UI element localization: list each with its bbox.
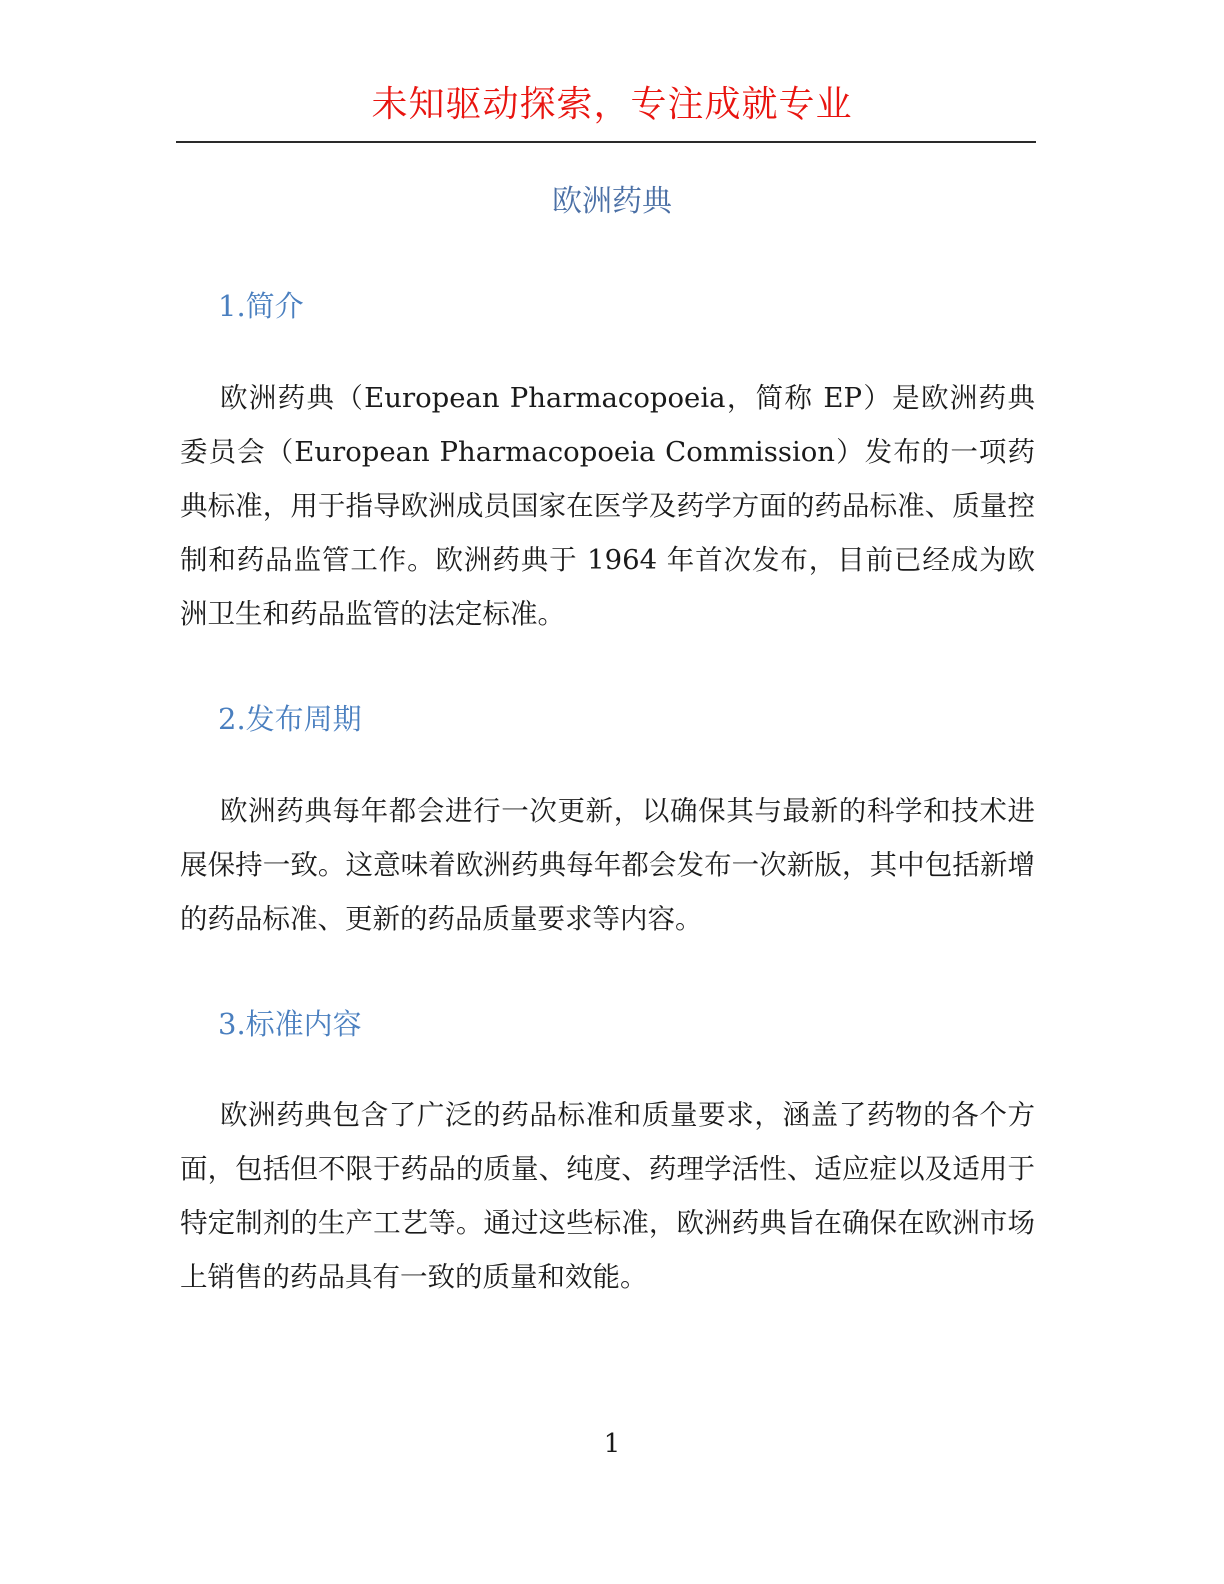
header-banner: 未知驱动探索，专注成就专业 [371, 84, 853, 125]
section-heading-intro: 1.简介 [218, 289, 304, 323]
section-heading-standard-content: 3.标准内容 [218, 1007, 362, 1041]
header-divider [176, 141, 1036, 143]
section-body-release-cycle: 欧洲药典每年都会进行一次更新，以确保其与最新的科学和技术进展保持一致。这意味着欧洲药典每年都会发布一次新版，其中包括新增的药品标准、更新的药品质量要求等内容。 [180, 795, 1035, 935]
section-heading-release-cycle: 2.发布周期 [218, 702, 362, 736]
section-body-standard-content: 欧洲药典包含了广泛的药品标准和质量要求，涵盖了药物的各个方面，包括但不限于药品的质量、纯度、药理学活性、适应症以及适用于特定制剂的生产工艺等。通过这些标准，欧洲药典旨在确保在欧洲市场上销售的药品具有一致的质量和效能。 [180, 1099, 1035, 1293]
document-title: 欧洲药典 [552, 184, 672, 219]
section-body-intro: 欧洲药典（European Pharmacopoeia，简称 EP）是欧洲药典委员会（European Pharmacopoeia Commission）发布的一项药典标准，用于指导欧洲成员国家在医学及药学方面的药品标准、质量控制和药品监管工作。欧洲药典于 1964 年首次发布，目前已经成为欧洲卫生和药品监管的法定标准。 [180, 382, 1035, 630]
page-number: 1 [603, 1429, 621, 1459]
